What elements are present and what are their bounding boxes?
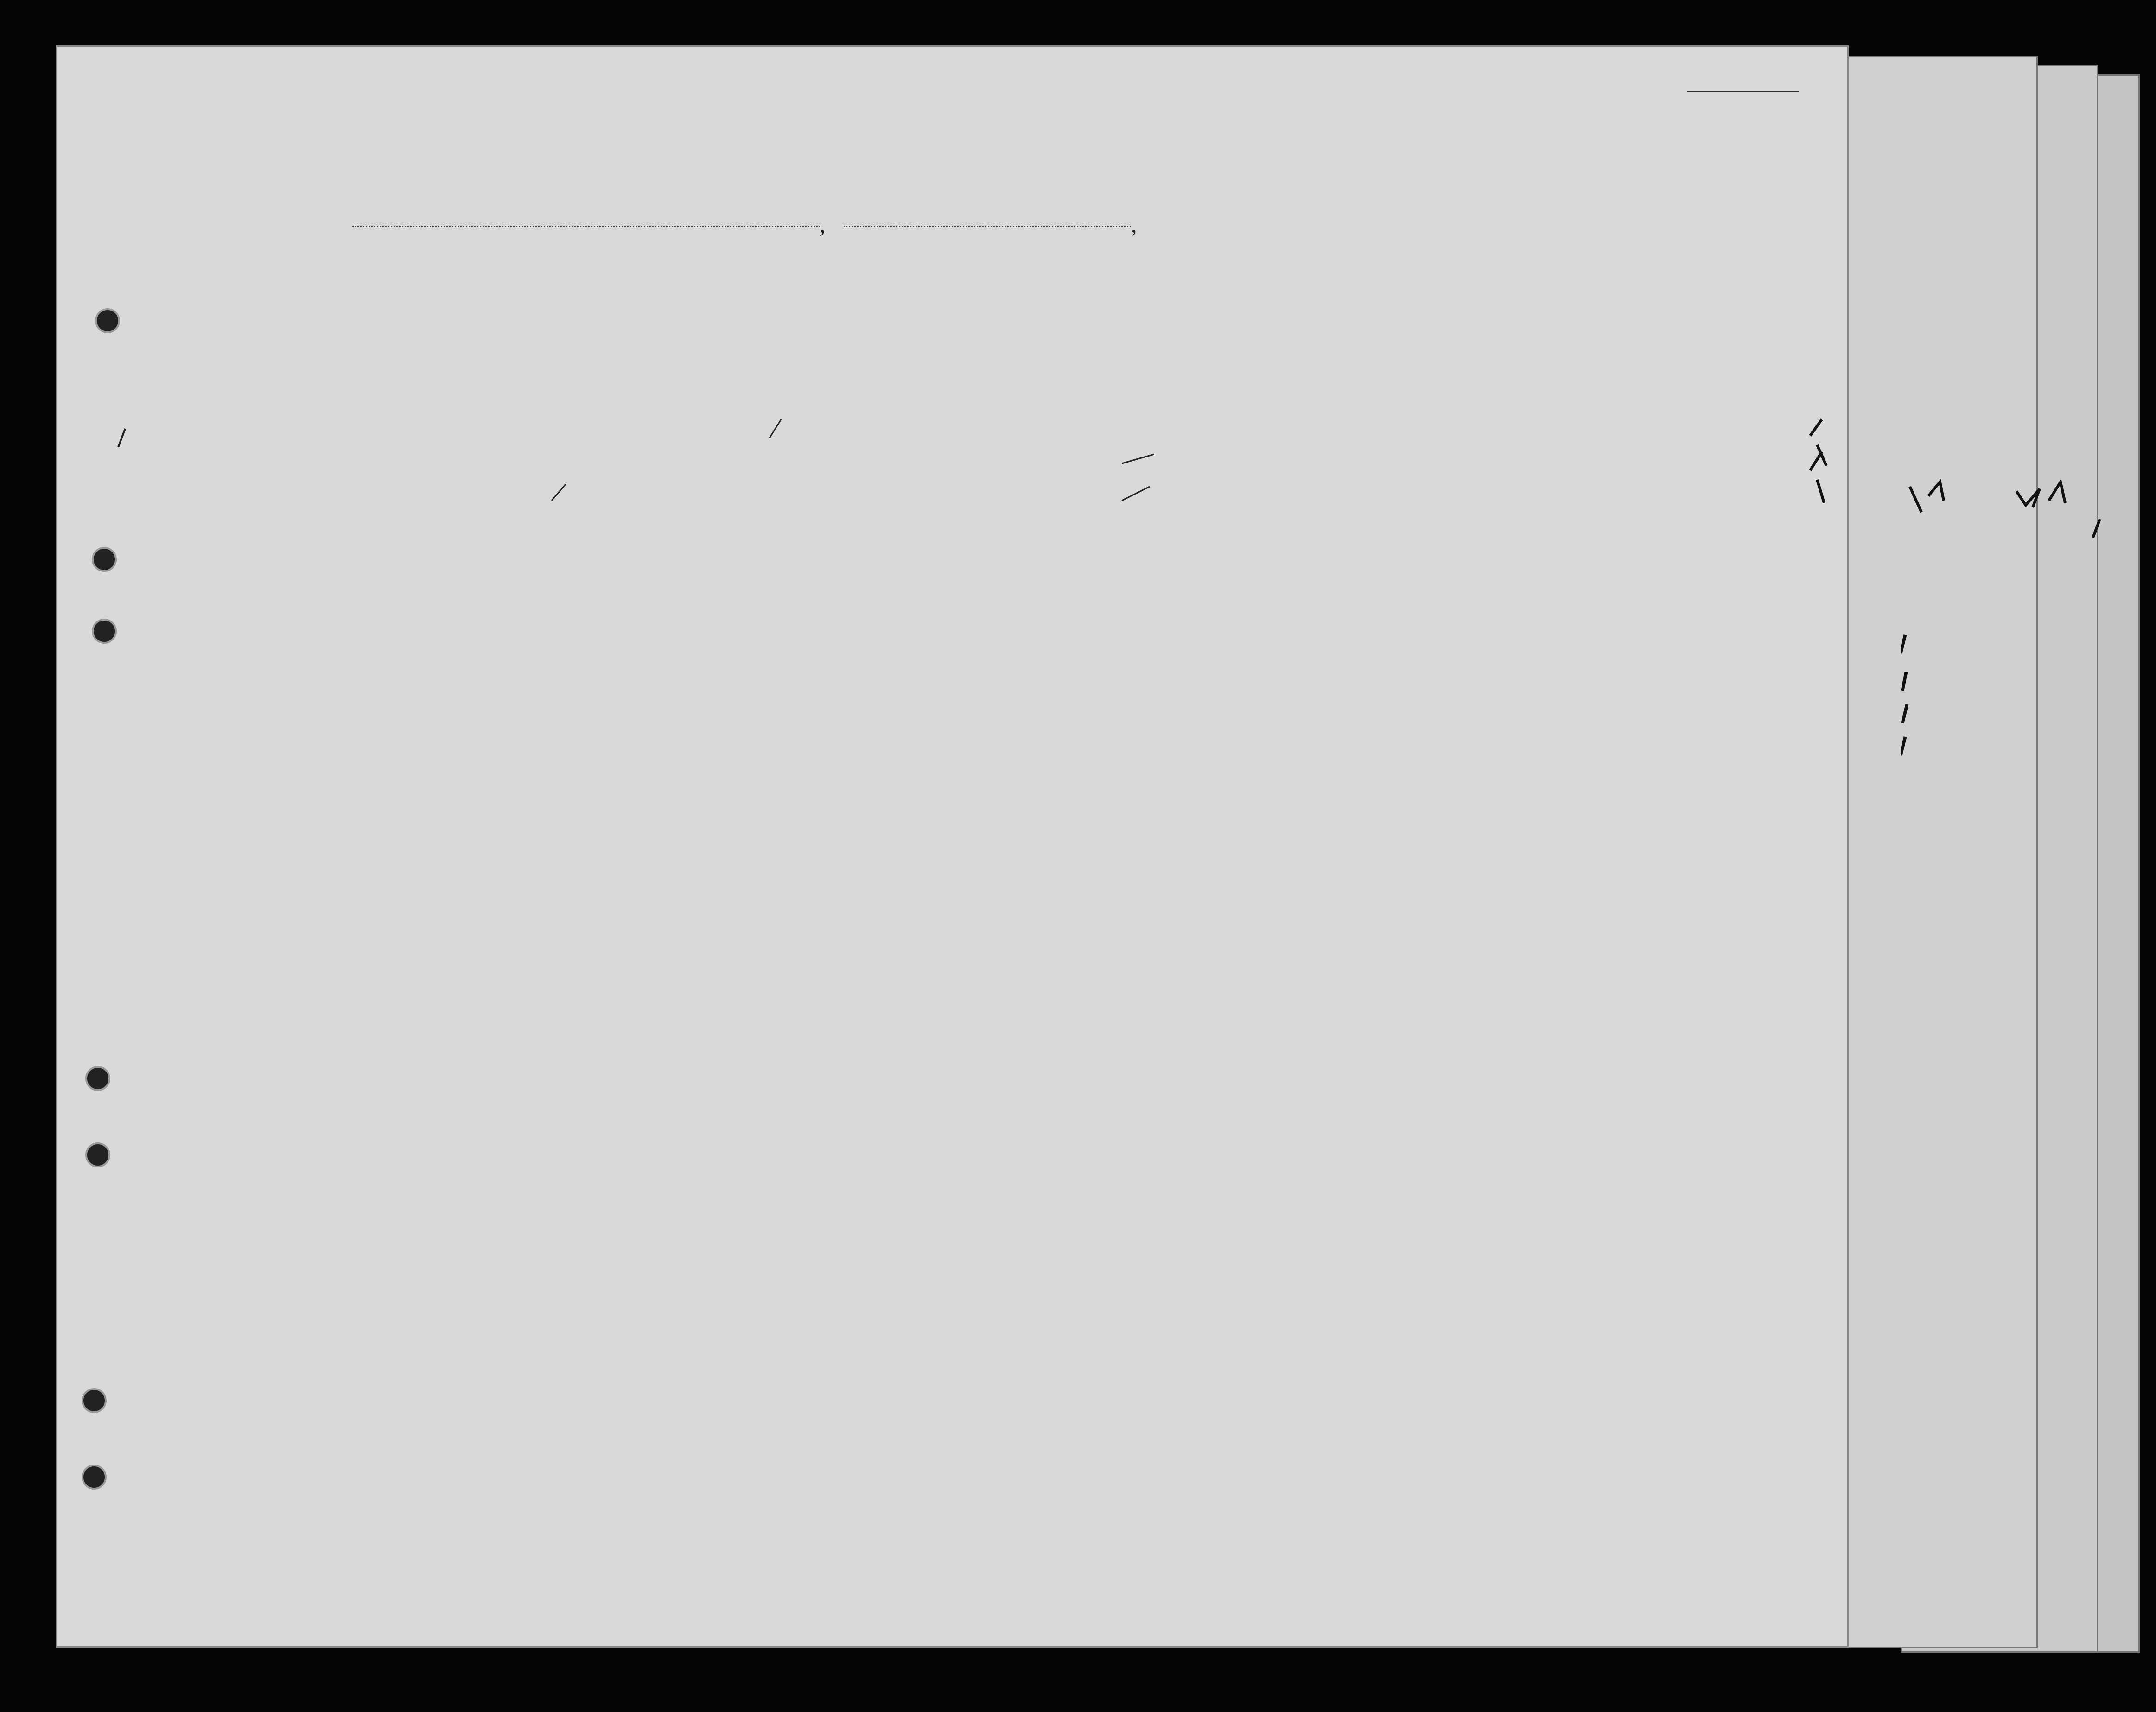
comma-2: ,	[1131, 211, 1137, 237]
comma-1: ,	[820, 211, 826, 237]
